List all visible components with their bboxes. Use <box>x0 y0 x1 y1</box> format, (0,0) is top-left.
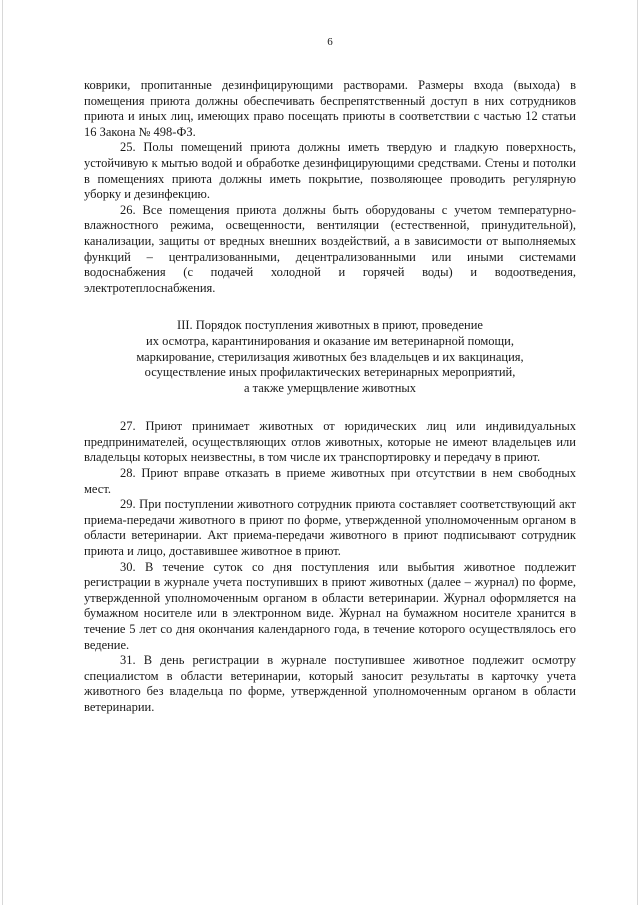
paragraph-p27: 27. Приют принимает животных от юридических лиц или индивидуальных предпринимателей, осуществляющих отлов животных, которые не имеют владельцев или владельцы которых неизвестны, в том числе их транспортировку и передачу в приют. <box>84 419 576 465</box>
section-heading-line: маркирование, стерилизация животных без владельцев и их вакцинация, <box>136 349 524 364</box>
section-heading-line: III. Порядок поступления животных в приют, проведение <box>177 318 483 333</box>
section-heading-line: их осмотра, карантинирования и оказание им ветеринарной помощи, <box>146 333 514 348</box>
paragraphs-after <box>84 419 576 715</box>
paragraph-p29: 29. При поступлении животного сотрудник приюта составляет соответствующий акт приема-передачи животного в приют по форме, утвержденной уполномоченным органом в области ветеринарии. Акт приема-передачи животного в приют подписывают сотрудник приюта и лицо, доставившее животное в приют. <box>84 497 576 559</box>
section-heading-line: осуществление иных профилактических ветеринарных мероприятий, <box>144 365 516 380</box>
paragraph-p28: 28. Приют вправе отказать в приеме животных при отсутствии в нем свободных мест. <box>84 466 576 496</box>
page-number: 6 <box>327 36 333 48</box>
paragraph-p31: 31. В день регистрации в журнале поступившее животное подлежит осмотру специалистом в области ветеринарии, который заносит результаты в карточку учета животного без владельца по форме, утвержденной уполномоченным органом в области ветеринарии. <box>84 653 576 714</box>
paragraphs-before <box>84 78 576 296</box>
page-edge-right <box>637 0 638 905</box>
page-edge-left <box>2 0 3 905</box>
paragraph-p30: 30. В течение суток со дня поступления или выбытия животное подлежит регистрации в журнале учета поступивших в приют животных (далее – журнал) по форме, утвержденной уполномоченным органом в области ветеринарии. Журнал оформляется на бумажном носителе или в электронном виде. Журнал на бумажном носителе хранится в течение 5 лет со дня окончания календарного года, в течение которого осуществлялось его ведение. <box>84 559 576 652</box>
paragraph-p26: 26. Все помещения приюта должны быть оборудованы с учетом температурно-влажностного режима, освещенности, вентиляции (естественной, принудительной), канализации, защиты от вредных внешних воздействий, а в зависимости от выполняемых функций – централизованными, децентрализованными или иными системами водоснабжения (с подачей холодной и горячей воды) и водоотведения, электротеплоснабжения. <box>84 202 576 295</box>
paragraph-p-cont: коврики, пропитанные дезинфицирующими растворами. Размеры входа (выхода) в помещения приюта должны обеспечивать беспрепятственный доступ в них сотрудников приюта и иных лиц, имеющих право посещать приюты в соответствии с частью 12 статьи 16 Закона № 498-ФЗ. <box>84 78 576 139</box>
section-heading-line: а также умерщвление животных <box>243 380 417 395</box>
section-heading <box>84 318 576 396</box>
paragraph-p25: 25. Полы помещений приюта должны иметь твердую и гладкую поверхность, устойчивую к мытью водой и обработке дезинфицирующими средствами. Стены и потолки в помещениях приюта должны иметь покрытие, позволяющее проводить регулярную уборку и дезинфекцию. <box>84 140 576 202</box>
